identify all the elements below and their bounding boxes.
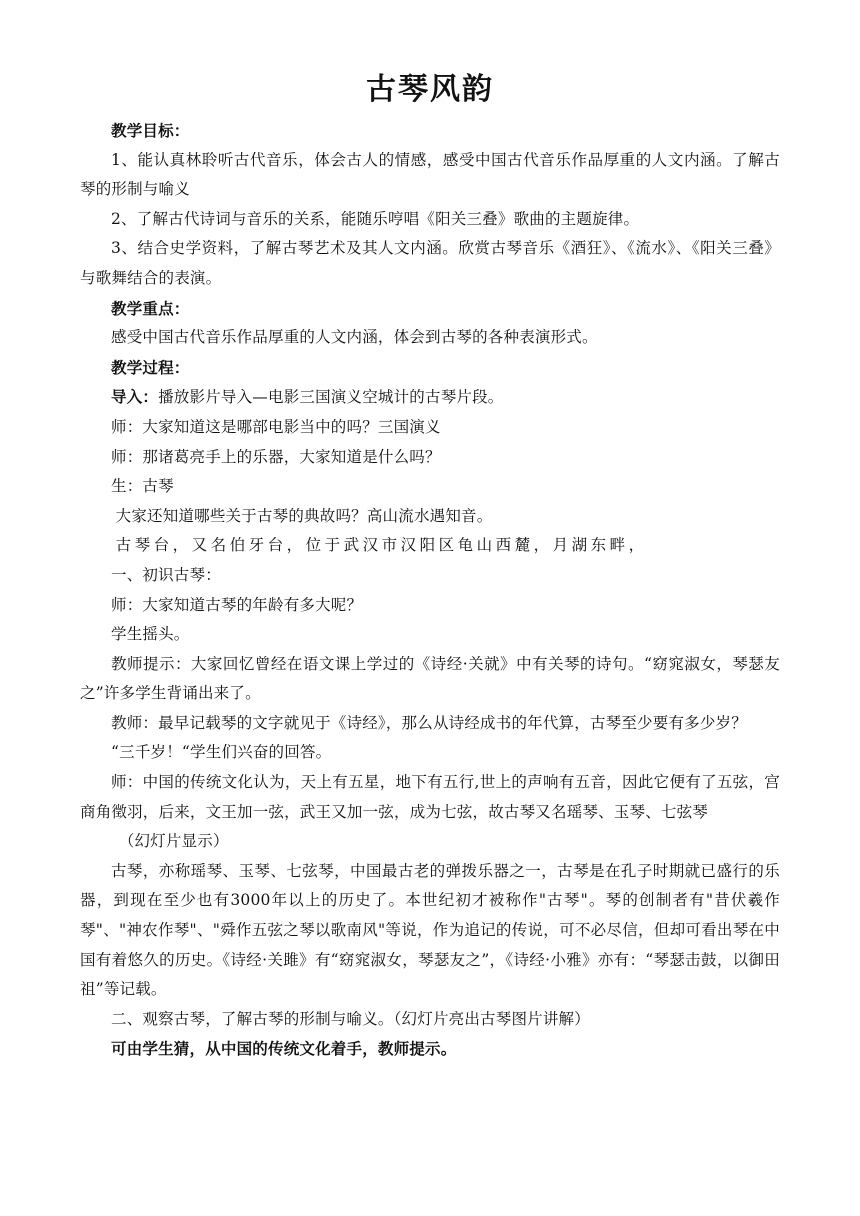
process-heading: 教学过程： bbox=[111, 357, 190, 377]
goal-3: 3、结合史学资料，了解古琴艺术及其人文内涵。欣赏古琴音乐《酒狂》、《流水》、《阳关三叠》与歌舞结合的表演。 bbox=[80, 239, 780, 287]
slide-note: （幻灯片显示） bbox=[118, 832, 229, 851]
document-page bbox=[80, 68, 780, 1064]
dialogue-line-4: 大家还知道哪些关于古琴的典故吗？高山流水遇知音。 bbox=[115, 506, 493, 525]
focus-text: 感受中国古代音乐作品厚重的人文内涵，体会到古琴的各种表演形式。 bbox=[111, 328, 598, 347]
document-title: 古琴风韵 bbox=[366, 72, 494, 107]
dialogue-line-11: 师：中国的传统文化认为，天上有五星，地下有五行,世上的声响有五音，因此它便有了五弦，宫商角徵羽，后来，文王加一弦，武王又加一弦，成为七弦，故古琴又名瑶琴、玉琴、七弦琴 bbox=[80, 773, 780, 821]
dialogue-line-2: 师：那诸葛亮手上的乐器，大家知道是什么吗？ bbox=[111, 447, 441, 466]
closing-line: 可由学生猜，从中国的传统文化着手，教师提示。 bbox=[111, 1039, 457, 1059]
intro-text: 播放影片导入—电影三国演义空城计的古琴片段。 bbox=[158, 388, 504, 407]
dialogue-line-7: 学生摇头。 bbox=[111, 625, 190, 644]
intro-label: 导入： bbox=[111, 387, 159, 407]
history-paragraph: 古琴，亦称瑶琴、玉琴、七弦琴，中国最古老的弹拨乐器之一，古琴是在孔子时期就已盛行的乐器，到现在至少也有3000年以上的历史了。本世纪初才被称作"古琴"。琴的创制者有"昔伏羲作琴"、"神农作琴"、"舜作五弦之琴以歌南风"等说，作为追记的传说，可不必尽信，但却可看出琴在中国有着悠久的历史。《诗经·关雎》有“窈窕淑女，琴瑟友之”，《诗经·小雅》亦有：“琴瑟击鼓，以御田祖”等记载。 bbox=[80, 861, 780, 999]
goals-heading: 教学目标： bbox=[111, 121, 190, 140]
goal-2: 2、了解古代诗词与音乐的关系，能随乐哼唱《阳关三叠》歌曲的主题旋律。 bbox=[111, 209, 640, 228]
dialogue-line-5: 古琴台，又名伯牙台，位于武汉市汉阳区龟山西麓，月湖东畔， bbox=[115, 536, 648, 555]
focus-heading: 教学重点： bbox=[111, 298, 190, 318]
dialogue-line-6: 师：大家知道古琴的年龄有多大呢？ bbox=[111, 595, 363, 614]
dialogue-line-8: 教师提示：大家回忆曾经在语文课上学过的《诗经·关就》中有关琴的诗句。“窈窕淑女，琴瑟友之”许多学生背诵出来了。 bbox=[80, 654, 780, 703]
dialogue-line-9: 教师：最早记载琴的文字就见于《诗经》，那么从诗经成书的年代算，古琴至少要有多少岁？ bbox=[111, 713, 747, 732]
goal-1: 1、能认真林聆听古代音乐，体会古人的情感，感受中国古代音乐作品厚重的人文内涵。了解古琴的形制与喻义 bbox=[80, 150, 780, 199]
section-1-heading: 一、初识古琴： bbox=[111, 565, 221, 584]
intro-paragraph bbox=[80, 382, 780, 413]
dialogue-line-10: “三千岁！“学生们兴奋的回答。 bbox=[111, 743, 332, 762]
dialogue-line-1: 师：大家知道这是哪部电影当中的吗？三国演义 bbox=[111, 417, 441, 436]
section-2-heading: 二、观察古琴，了解古琴的形制与喻义。（幻灯片亮出古琴图片讲解） bbox=[111, 1009, 590, 1028]
dialogue-line-3: 生：古琴 bbox=[111, 477, 174, 496]
